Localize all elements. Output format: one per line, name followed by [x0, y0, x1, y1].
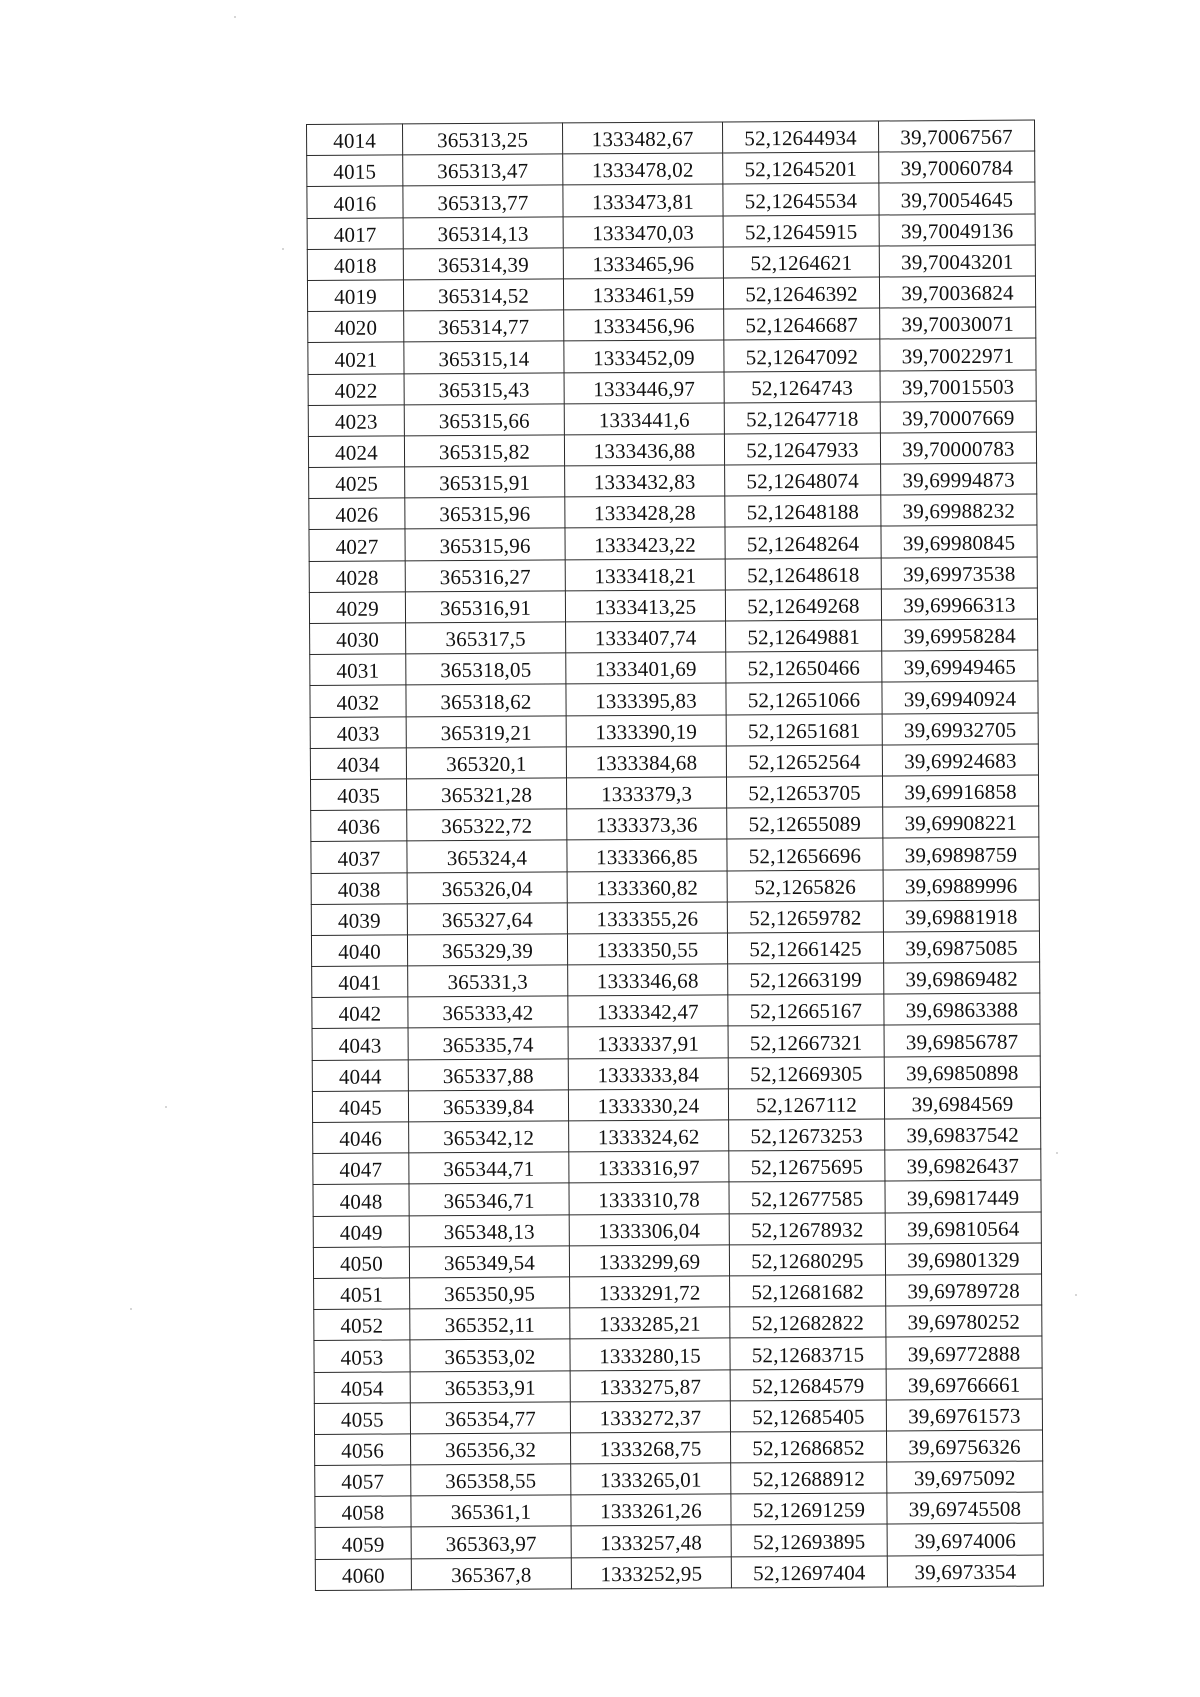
longitude-cell: 39,69881918 — [883, 900, 1039, 932]
table-row — [310, 744, 1038, 780]
x-coordinate-cell: 365342,12 — [409, 1121, 569, 1153]
latitude-cell: 52,12678932 — [729, 1213, 885, 1245]
latitude-cell: 52,1264621 — [723, 246, 879, 278]
latitude-cell: 52,12650466 — [726, 651, 882, 683]
point-number-cell: 4027 — [309, 529, 405, 561]
longitude-cell: 39,70000783 — [880, 432, 1036, 464]
point-number-cell: 4033 — [310, 716, 406, 748]
table-row — [314, 1368, 1042, 1404]
point-number-cell: 4037 — [311, 841, 407, 873]
latitude-cell: 52,12646392 — [723, 277, 879, 309]
y-coordinate-cell: 1333452,09 — [564, 340, 724, 372]
latitude-cell: 52,12653705 — [726, 776, 882, 808]
coordinates-table-body — [307, 120, 1044, 1590]
point-number-cell: 4020 — [308, 311, 404, 343]
x-coordinate-cell: 365315,96 — [405, 497, 565, 529]
point-number-cell: 4023 — [308, 405, 404, 437]
latitude-cell: 52,1264743 — [724, 370, 880, 402]
longitude-cell: 39,70022971 — [880, 338, 1036, 370]
latitude-cell: 52,12646687 — [724, 308, 880, 340]
latitude-cell: 52,12675695 — [729, 1150, 885, 1182]
x-coordinate-cell: 365361,1 — [411, 1495, 571, 1527]
y-coordinate-cell: 1333418,21 — [565, 559, 725, 591]
latitude-cell: 52,12659782 — [727, 901, 883, 933]
y-coordinate-cell: 1333461,59 — [563, 278, 723, 310]
longitude-cell: 39,69856787 — [884, 1024, 1040, 1056]
point-number-cell: 4034 — [310, 748, 406, 780]
x-coordinate-cell: 365314,13 — [403, 216, 563, 248]
y-coordinate-cell: 1333395,83 — [566, 683, 726, 715]
point-number-cell: 4057 — [315, 1465, 411, 1497]
y-coordinate-cell: 1333285,21 — [570, 1307, 730, 1339]
latitude-cell: 52,12649268 — [725, 589, 881, 621]
table-row — [313, 1243, 1041, 1279]
x-coordinate-cell: 365315,66 — [404, 404, 564, 436]
table-row — [310, 681, 1038, 717]
x-coordinate-cell: 365324,4 — [407, 840, 567, 872]
x-coordinate-cell: 365320,1 — [406, 747, 566, 779]
y-coordinate-cell: 1333261,26 — [571, 1494, 731, 1526]
longitude-cell: 39,69850898 — [884, 1056, 1040, 1088]
x-coordinate-cell: 365315,96 — [405, 528, 565, 560]
y-coordinate-cell: 1333316,97 — [569, 1151, 729, 1183]
y-coordinate-cell: 1333465,96 — [563, 247, 723, 279]
table-row — [315, 1555, 1043, 1591]
table-row — [310, 650, 1038, 686]
table-row — [310, 619, 1038, 655]
latitude-cell: 52,12648074 — [725, 464, 881, 496]
latitude-cell: 52,12651681 — [726, 714, 882, 746]
table-row — [307, 214, 1035, 250]
latitude-cell: 52,12669305 — [728, 1057, 884, 1089]
x-coordinate-cell: 365313,25 — [403, 123, 563, 155]
x-coordinate-cell: 365315,14 — [404, 341, 564, 373]
latitude-cell: 52,12645915 — [723, 215, 879, 247]
y-coordinate-cell: 1333379,3 — [566, 777, 726, 809]
table-row — [314, 1305, 1042, 1341]
scan-speck — [234, 16, 236, 18]
y-coordinate-cell: 1333342,47 — [568, 995, 728, 1027]
y-coordinate-cell: 1333268,75 — [570, 1432, 730, 1464]
latitude-cell: 52,12693895 — [731, 1524, 887, 1556]
scan-speck — [282, 248, 284, 250]
table-row — [309, 494, 1037, 530]
point-number-cell: 4048 — [313, 1184, 409, 1216]
y-coordinate-cell: 1333456,96 — [564, 309, 724, 341]
table-row — [315, 1523, 1043, 1559]
y-coordinate-cell: 1333432,83 — [565, 465, 725, 497]
latitude-cell: 52,12665167 — [728, 994, 884, 1026]
table-row — [311, 837, 1039, 873]
table-row — [313, 1118, 1041, 1154]
scan-speck — [1075, 1294, 1077, 1296]
point-number-cell: 4060 — [315, 1559, 411, 1591]
table-row — [309, 588, 1037, 624]
point-number-cell: 4039 — [311, 904, 407, 936]
table-row — [311, 900, 1039, 936]
latitude-cell: 52,12673253 — [729, 1119, 885, 1151]
longitude-cell: 39,69863388 — [884, 993, 1040, 1025]
x-coordinate-cell: 365356,32 — [411, 1433, 571, 1465]
latitude-cell: 52,12680295 — [729, 1244, 885, 1276]
point-number-cell: 4045 — [312, 1091, 408, 1123]
y-coordinate-cell: 1333280,15 — [570, 1338, 730, 1370]
table-row — [312, 993, 1040, 1029]
longitude-cell: 39,70067567 — [878, 120, 1034, 152]
y-coordinate-cell: 1333428,28 — [565, 496, 725, 528]
table-row — [314, 1274, 1042, 1310]
longitude-cell: 39,69973538 — [881, 557, 1037, 589]
latitude-cell: 52,1265826 — [727, 869, 883, 901]
point-number-cell: 4029 — [309, 592, 405, 624]
latitude-cell: 52,12663199 — [728, 963, 884, 995]
x-coordinate-cell: 365335,74 — [408, 1027, 568, 1059]
latitude-cell: 52,12677585 — [729, 1181, 885, 1213]
x-coordinate-cell: 365349,54 — [409, 1246, 569, 1278]
longitude-cell: 39,69780252 — [886, 1305, 1042, 1337]
longitude-cell: 39,69994873 — [881, 463, 1037, 495]
x-coordinate-cell: 365346,71 — [409, 1183, 569, 1215]
point-number-cell: 4051 — [314, 1278, 410, 1310]
x-coordinate-cell: 365319,21 — [406, 715, 566, 747]
x-coordinate-cell: 365317,5 — [406, 622, 566, 654]
table-row — [307, 182, 1035, 218]
scan-speck — [1056, 1152, 1058, 1154]
point-number-cell: 4031 — [310, 654, 406, 686]
table-row — [313, 1212, 1041, 1248]
y-coordinate-cell: 1333407,74 — [566, 621, 726, 653]
y-coordinate-cell: 1333446,97 — [564, 371, 724, 403]
latitude-cell: 52,12683715 — [730, 1337, 886, 1369]
point-number-cell: 4030 — [310, 623, 406, 655]
longitude-cell: 39,69916858 — [882, 775, 1038, 807]
longitude-cell: 39,69766661 — [886, 1368, 1042, 1400]
scan-speck — [130, 1308, 132, 1310]
x-coordinate-cell: 365327,64 — [407, 903, 567, 935]
latitude-cell: 52,12681682 — [730, 1275, 886, 1307]
point-number-cell: 4042 — [312, 997, 408, 1029]
longitude-cell: 39,69980845 — [881, 525, 1037, 557]
longitude-cell: 39,70060784 — [879, 151, 1035, 183]
point-number-cell: 4036 — [311, 810, 407, 842]
latitude-cell: 52,12645201 — [723, 152, 879, 184]
table-row — [308, 370, 1036, 406]
x-coordinate-cell: 365318,05 — [406, 653, 566, 685]
longitude-cell: 39,70049136 — [879, 214, 1035, 246]
y-coordinate-cell: 1333257,48 — [571, 1525, 731, 1557]
latitude-cell: 52,12691259 — [731, 1493, 887, 1525]
y-coordinate-cell: 1333390,19 — [566, 715, 726, 747]
y-coordinate-cell: 1333473,81 — [563, 184, 723, 216]
longitude-cell: 39,69869482 — [884, 962, 1040, 994]
table-row — [309, 557, 1037, 593]
point-number-cell: 4035 — [311, 779, 407, 811]
latitude-cell: 52,12648264 — [725, 526, 881, 558]
point-number-cell: 4041 — [312, 966, 408, 998]
x-coordinate-cell: 365326,04 — [407, 871, 567, 903]
point-number-cell: 4021 — [308, 342, 404, 374]
x-coordinate-cell: 365331,3 — [408, 965, 568, 997]
y-coordinate-cell: 1333350,55 — [567, 933, 727, 965]
point-number-cell: 4054 — [314, 1371, 410, 1403]
x-coordinate-cell: 365316,91 — [405, 591, 565, 623]
latitude-cell: 52,12661425 — [727, 932, 883, 964]
latitude-cell: 52,12651066 — [726, 682, 882, 714]
latitude-cell: 52,12688912 — [731, 1462, 887, 1494]
table-row — [308, 432, 1036, 468]
x-coordinate-cell: 365321,28 — [407, 778, 567, 810]
longitude-cell: 39,69875085 — [883, 931, 1039, 963]
table-row — [310, 713, 1038, 749]
y-coordinate-cell: 1333337,91 — [568, 1026, 728, 1058]
longitude-cell: 39,6974006 — [887, 1523, 1043, 1555]
y-coordinate-cell: 1333441,6 — [564, 403, 724, 435]
x-coordinate-cell: 365314,39 — [403, 248, 563, 280]
longitude-cell: 39,69932705 — [882, 713, 1038, 745]
table-row — [309, 525, 1037, 561]
y-coordinate-cell: 1333355,26 — [567, 902, 727, 934]
latitude-cell: 52,12682822 — [730, 1306, 886, 1338]
longitude-cell: 39,69810564 — [885, 1212, 1041, 1244]
point-number-cell: 4025 — [309, 467, 405, 499]
latitude-cell: 52,12686852 — [730, 1431, 886, 1463]
y-coordinate-cell: 1333291,72 — [570, 1276, 730, 1308]
latitude-cell: 52,12648618 — [725, 558, 881, 590]
y-coordinate-cell: 1333360,82 — [567, 870, 727, 902]
latitude-cell: 52,12652564 — [726, 745, 882, 777]
x-coordinate-cell: 365367,8 — [411, 1558, 571, 1590]
scan-speck — [165, 1106, 167, 1108]
point-number-cell: 4056 — [315, 1434, 411, 1466]
point-number-cell: 4026 — [309, 498, 405, 530]
x-coordinate-cell: 365316,27 — [405, 560, 565, 592]
latitude-cell: 52,12685405 — [730, 1400, 886, 1432]
table-row — [307, 120, 1035, 156]
y-coordinate-cell: 1333366,85 — [567, 839, 727, 871]
x-coordinate-cell: 365363,97 — [411, 1526, 571, 1558]
longitude-cell: 39,70030071 — [880, 307, 1036, 339]
y-coordinate-cell: 1333482,67 — [562, 122, 722, 154]
longitude-cell: 39,69924683 — [882, 744, 1038, 776]
latitude-cell: 52,12647718 — [724, 402, 880, 434]
table-row — [311, 931, 1039, 967]
table-row — [315, 1461, 1043, 1497]
table-row — [311, 869, 1039, 905]
point-number-cell: 4046 — [313, 1122, 409, 1154]
y-coordinate-cell: 1333423,22 — [565, 527, 725, 559]
longitude-cell: 39,69837542 — [885, 1118, 1041, 1150]
table-row — [308, 307, 1036, 343]
point-number-cell: 4049 — [313, 1215, 409, 1247]
longitude-cell: 39,69826437 — [885, 1149, 1041, 1181]
x-coordinate-cell: 365315,82 — [404, 435, 564, 467]
y-coordinate-cell: 1333324,62 — [569, 1120, 729, 1152]
latitude-cell: 52,12645534 — [723, 183, 879, 215]
longitude-cell: 39,69949465 — [882, 650, 1038, 682]
longitude-cell: 39,69761573 — [886, 1399, 1042, 1431]
point-number-cell: 4024 — [308, 436, 404, 468]
table-row — [314, 1336, 1042, 1372]
table-row — [315, 1430, 1043, 1466]
x-coordinate-cell: 365337,88 — [408, 1059, 568, 1091]
point-number-cell: 4022 — [308, 373, 404, 405]
point-number-cell: 4018 — [307, 249, 403, 281]
longitude-cell: 39,6975092 — [887, 1461, 1043, 1493]
longitude-cell: 39,6973354 — [887, 1555, 1043, 1587]
point-number-cell: 4059 — [315, 1527, 411, 1559]
x-coordinate-cell: 365318,62 — [406, 684, 566, 716]
x-coordinate-cell: 365358,55 — [411, 1464, 571, 1496]
x-coordinate-cell: 365353,91 — [410, 1370, 570, 1402]
y-coordinate-cell: 1333436,88 — [564, 434, 724, 466]
longitude-cell: 39,69908221 — [883, 806, 1039, 838]
x-coordinate-cell: 365314,77 — [404, 310, 564, 342]
x-coordinate-cell: 365313,77 — [403, 185, 563, 217]
table-row — [311, 806, 1039, 842]
point-number-cell: 4014 — [307, 124, 403, 156]
longitude-cell: 39,69817449 — [885, 1180, 1041, 1212]
latitude-cell: 52,12647933 — [724, 433, 880, 465]
table-row — [315, 1492, 1043, 1528]
y-coordinate-cell: 1333346,68 — [568, 964, 728, 996]
table-row — [307, 276, 1035, 312]
longitude-cell: 39,69958284 — [882, 619, 1038, 651]
point-number-cell: 4032 — [310, 685, 406, 717]
point-number-cell: 4047 — [313, 1153, 409, 1185]
longitude-cell: 39,70054645 — [879, 182, 1035, 214]
longitude-cell: 39,69898759 — [883, 837, 1039, 869]
table-row — [312, 962, 1040, 998]
x-coordinate-cell: 365322,72 — [407, 809, 567, 841]
x-coordinate-cell: 365350,95 — [410, 1277, 570, 1309]
table-row — [308, 338, 1036, 374]
latitude-cell: 52,12667321 — [728, 1025, 884, 1057]
longitude-cell: 39,70007669 — [880, 401, 1036, 433]
y-coordinate-cell: 1333384,68 — [566, 746, 726, 778]
latitude-cell: 52,12647092 — [724, 339, 880, 371]
point-number-cell: 4017 — [307, 217, 403, 249]
point-number-cell: 4053 — [314, 1340, 410, 1372]
coordinates-table-wrapper — [306, 120, 1043, 1591]
x-coordinate-cell: 365315,43 — [404, 372, 564, 404]
point-number-cell: 4016 — [307, 186, 403, 218]
y-coordinate-cell: 1333306,04 — [569, 1213, 729, 1245]
table-row — [312, 1087, 1040, 1123]
x-coordinate-cell: 365353,02 — [410, 1339, 570, 1371]
y-coordinate-cell: 1333413,25 — [565, 590, 725, 622]
table-row — [307, 245, 1035, 281]
y-coordinate-cell: 1333275,87 — [570, 1369, 730, 1401]
longitude-cell: 39,69988232 — [881, 494, 1037, 526]
table-row — [308, 401, 1036, 437]
x-coordinate-cell: 365314,52 — [403, 279, 563, 311]
latitude-cell: 52,12697404 — [731, 1556, 887, 1588]
y-coordinate-cell: 1333272,37 — [570, 1401, 730, 1433]
y-coordinate-cell: 1333265,01 — [571, 1463, 731, 1495]
x-coordinate-cell: 365348,13 — [409, 1214, 569, 1246]
latitude-cell: 52,1267112 — [728, 1088, 884, 1120]
longitude-cell: 39,69801329 — [885, 1243, 1041, 1275]
latitude-cell: 52,12648188 — [725, 495, 881, 527]
point-number-cell: 4058 — [315, 1496, 411, 1528]
point-number-cell: 4038 — [311, 872, 407, 904]
latitude-cell: 52,12655089 — [727, 807, 883, 839]
latitude-cell: 52,12649881 — [726, 620, 882, 652]
y-coordinate-cell: 1333401,69 — [566, 652, 726, 684]
longitude-cell: 39,69966313 — [881, 588, 1037, 620]
x-coordinate-cell: 365354,77 — [410, 1402, 570, 1434]
longitude-cell: 39,70036824 — [879, 276, 1035, 308]
point-number-cell: 4040 — [311, 935, 407, 967]
table-row — [312, 1024, 1040, 1060]
point-number-cell: 4055 — [314, 1403, 410, 1435]
longitude-cell: 39,69745508 — [887, 1492, 1043, 1524]
table-row — [313, 1149, 1041, 1185]
y-coordinate-cell: 1333478,02 — [563, 153, 723, 185]
table-row — [314, 1399, 1042, 1435]
x-coordinate-cell: 365329,39 — [407, 934, 567, 966]
y-coordinate-cell: 1333252,95 — [571, 1557, 731, 1589]
point-number-cell: 4044 — [312, 1060, 408, 1092]
longitude-cell: 39,70043201 — [879, 245, 1035, 277]
table-row — [312, 1056, 1040, 1092]
x-coordinate-cell: 365313,47 — [403, 154, 563, 186]
x-coordinate-cell: 365344,71 — [409, 1152, 569, 1184]
longitude-cell: 39,69789728 — [886, 1274, 1042, 1306]
point-number-cell: 4028 — [309, 561, 405, 593]
table-row — [311, 775, 1039, 811]
longitude-cell: 39,69772888 — [886, 1336, 1042, 1368]
longitude-cell: 39,69756326 — [886, 1430, 1042, 1462]
latitude-cell: 52,12644934 — [722, 121, 878, 153]
x-coordinate-cell: 365339,84 — [408, 1090, 568, 1122]
x-coordinate-cell: 365352,11 — [410, 1308, 570, 1340]
table-row — [309, 463, 1037, 499]
table-row — [313, 1180, 1041, 1216]
x-coordinate-cell: 365315,91 — [405, 466, 565, 498]
longitude-cell: 39,69940924 — [882, 681, 1038, 713]
y-coordinate-cell: 1333330,24 — [568, 1089, 728, 1121]
y-coordinate-cell: 1333333,84 — [568, 1058, 728, 1090]
y-coordinate-cell: 1333310,78 — [569, 1182, 729, 1214]
x-coordinate-cell: 365333,42 — [408, 996, 568, 1028]
table-row — [307, 151, 1035, 187]
longitude-cell: 39,70015503 — [880, 370, 1036, 402]
point-number-cell: 4052 — [314, 1309, 410, 1341]
longitude-cell: 39,69889996 — [883, 869, 1039, 901]
y-coordinate-cell: 1333470,03 — [563, 216, 723, 248]
longitude-cell: 39,6984569 — [884, 1087, 1040, 1119]
y-coordinate-cell: 1333373,36 — [567, 808, 727, 840]
latitude-cell: 52,12684579 — [730, 1368, 886, 1400]
point-number-cell: 4050 — [313, 1247, 409, 1279]
point-number-cell: 4043 — [312, 1028, 408, 1060]
latitude-cell: 52,12656696 — [727, 838, 883, 870]
coordinates-table — [306, 120, 1044, 1591]
point-number-cell: 4019 — [307, 280, 403, 312]
y-coordinate-cell: 1333299,69 — [569, 1245, 729, 1277]
point-number-cell: 4015 — [307, 155, 403, 187]
